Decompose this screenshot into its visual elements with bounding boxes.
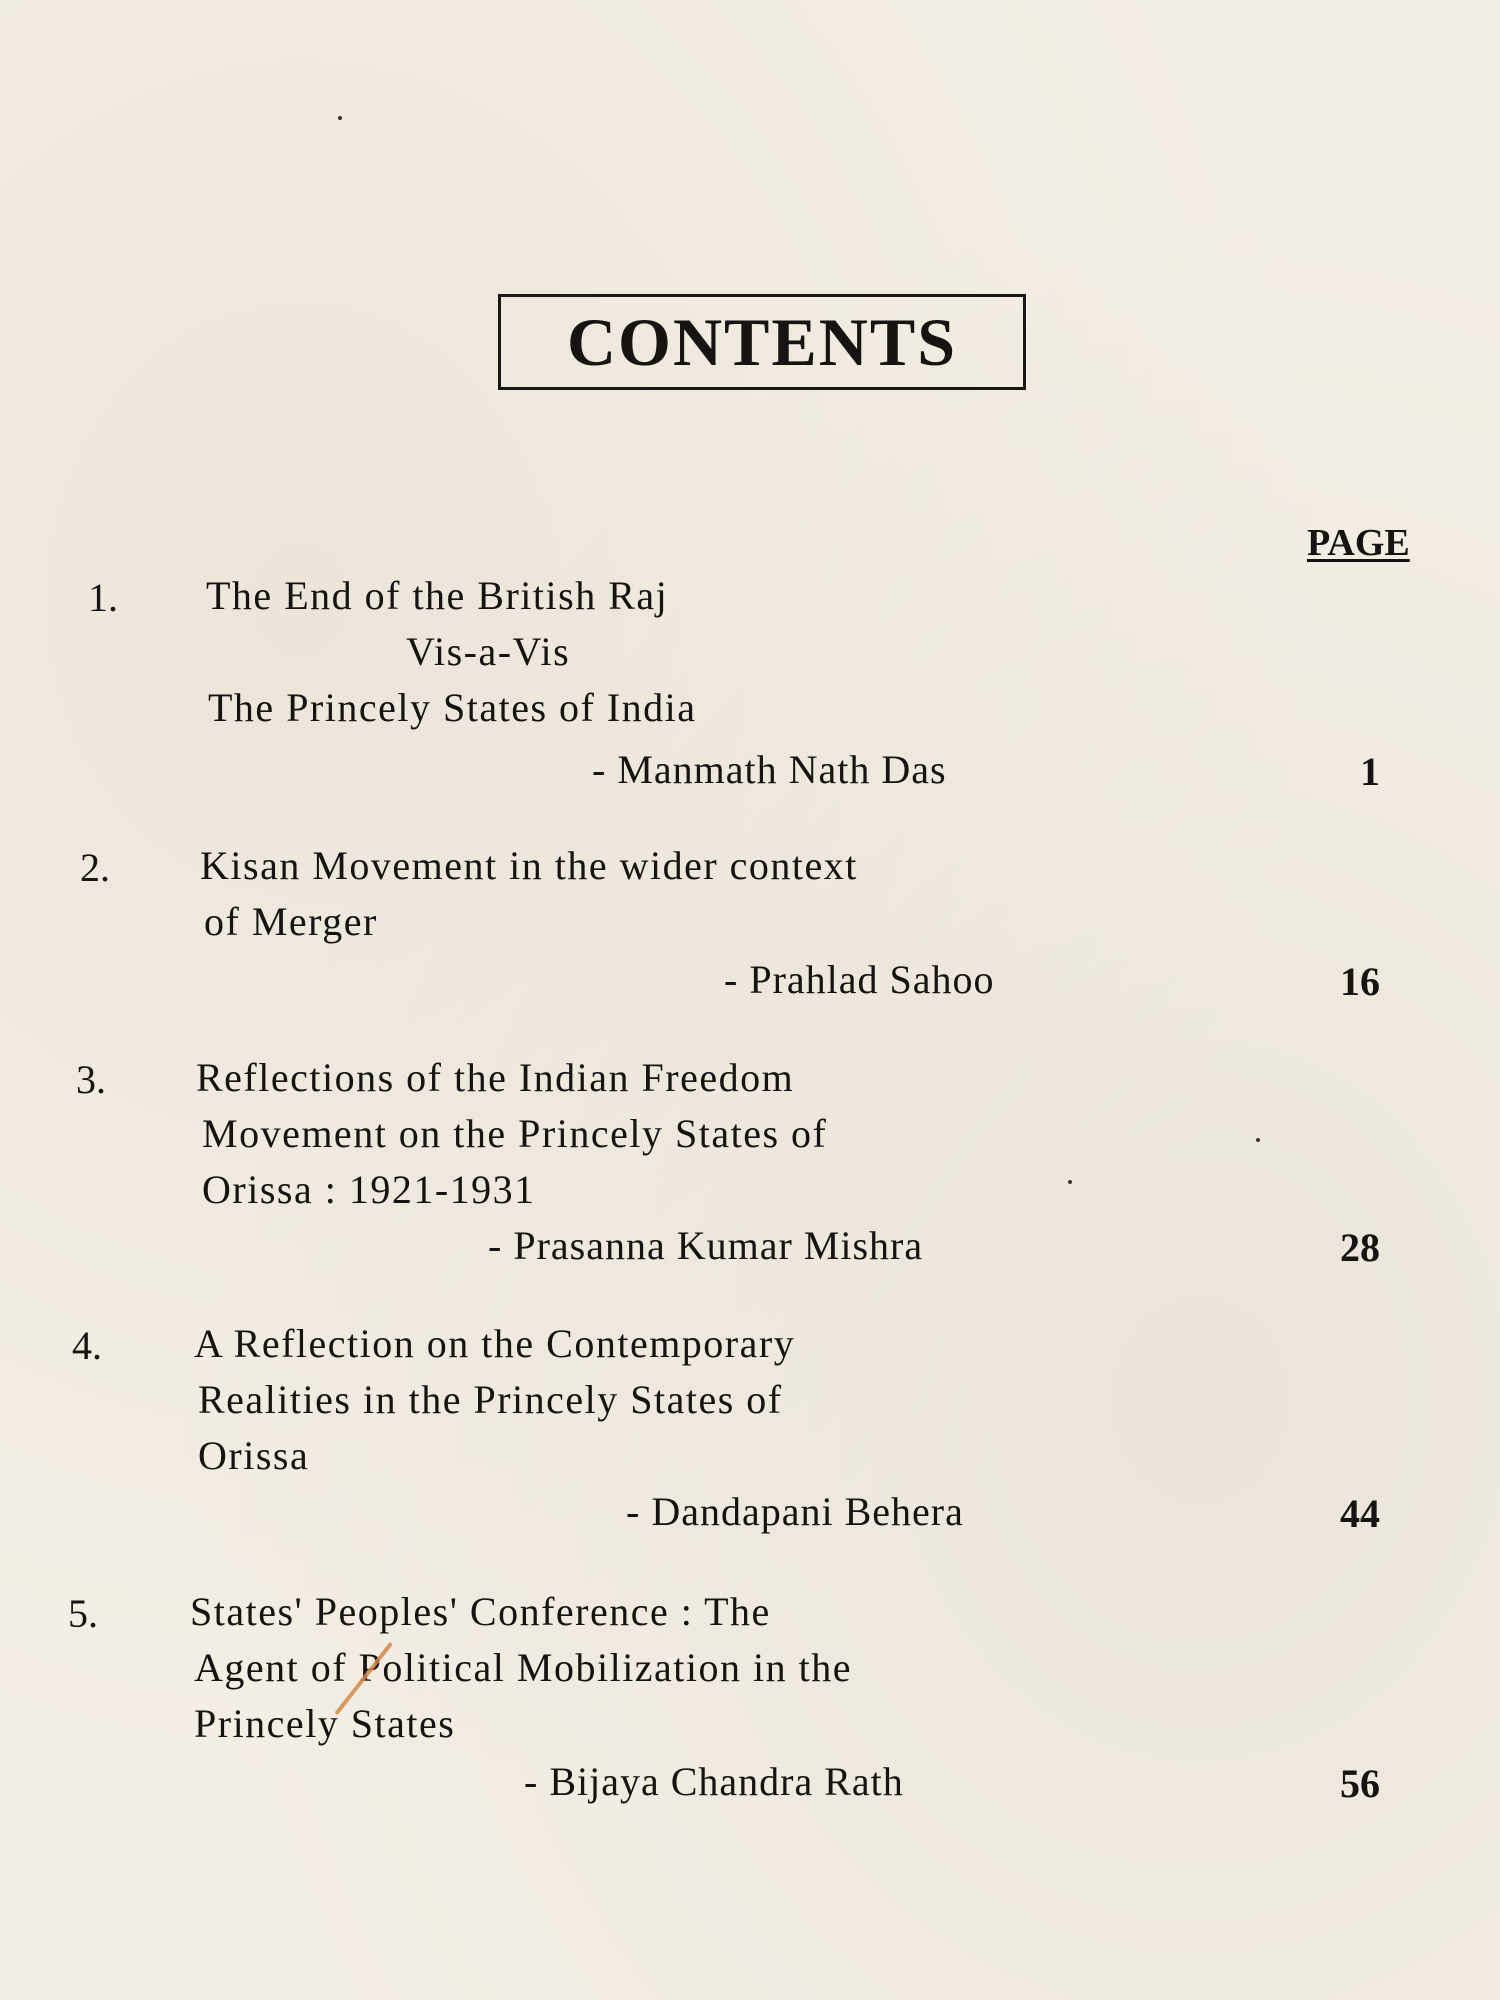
entry-page-number: 44	[1340, 1491, 1380, 1536]
entry-title-line: The End of the British Raj	[206, 573, 669, 618]
entry-number: 2.	[80, 845, 110, 890]
entry-title-line: Orissa	[198, 1433, 310, 1478]
entry-author: - Dandapani Behera	[626, 1489, 964, 1534]
entry-number: 1.	[88, 575, 118, 620]
page-column-header: PAGE	[1307, 522, 1410, 564]
entry-page-number: 28	[1340, 1225, 1380, 1270]
paper-speck	[338, 116, 342, 120]
contents-heading-box	[498, 294, 1026, 390]
entry-number: 4.	[72, 1323, 102, 1368]
entry-title-line: States' Peoples' Conference : The	[190, 1589, 771, 1634]
entry-author: - Bijaya Chandra Rath	[524, 1759, 904, 1804]
entry-title-line: of Merger	[204, 899, 378, 944]
entry-title-line: A Reflection on the Contemporary	[194, 1321, 796, 1366]
entry-title-line: Princely States	[194, 1701, 456, 1746]
paper-speck	[1068, 1180, 1072, 1184]
entry-title-line: Orissa : 1921-1931	[202, 1167, 536, 1212]
entry-title-line: Realities in the Princely States of	[198, 1377, 783, 1422]
entry-author: - Prasanna Kumar Mishra	[488, 1223, 924, 1268]
entry-page-number: 1	[1360, 749, 1380, 794]
entry-title-line: Kisan Movement in the wider context	[200, 843, 858, 888]
entry-author: - Prahlad Sahoo	[724, 957, 995, 1002]
paper-speck	[1256, 1138, 1260, 1142]
entry-page-number: 16	[1340, 959, 1380, 1004]
entry-title-line: Movement on the Princely States of	[202, 1111, 828, 1156]
contents-heading: CONTENTS	[566, 304, 958, 380]
entry-page-number: 56	[1340, 1761, 1380, 1806]
entry-title-line: Vis-a-Vis	[406, 629, 571, 674]
entry-number: 5.	[68, 1591, 98, 1636]
entry-title-line: Agent of Political Mobilization in the	[194, 1645, 853, 1690]
entry-number: 3.	[76, 1057, 106, 1102]
entry-title-line: The Princely States of India	[208, 685, 697, 730]
entry-title-line: Reflections of the Indian Freedom	[196, 1055, 795, 1100]
entry-author: - Manmath Nath Das	[592, 747, 947, 792]
